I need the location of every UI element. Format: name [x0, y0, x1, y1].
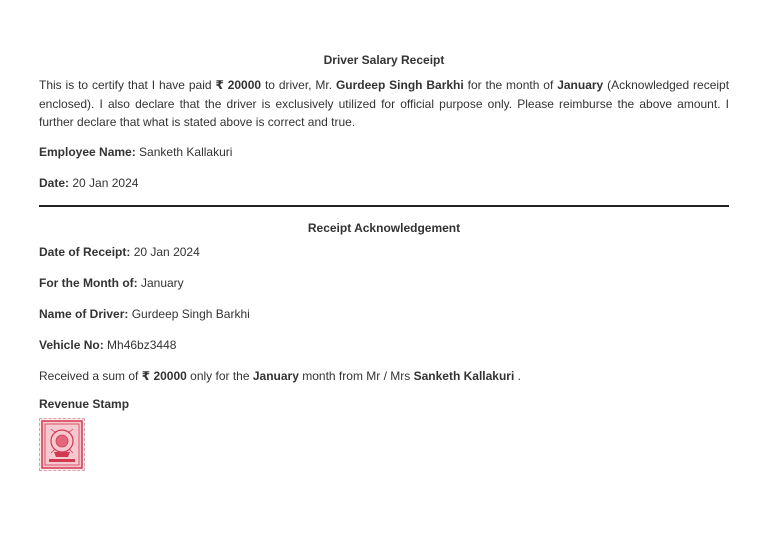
cert-text-3: for the month of: [467, 78, 554, 92]
vehicle-no-value: Mh46bz3448: [107, 338, 177, 352]
received-month: January: [252, 369, 299, 383]
month-label: For the Month of:: [39, 276, 138, 290]
receipt-title: Driver Salary Receipt: [323, 53, 445, 67]
currency-symbol: ₹: [215, 78, 224, 92]
paid-amount: 20000: [227, 78, 262, 92]
revenue-stamp-icon: [39, 418, 85, 471]
receipt-date-field: [39, 244, 200, 260]
month-value: January: [140, 276, 184, 290]
month-field: [39, 275, 184, 291]
received-sentence: [39, 368, 521, 384]
received-text-3: month from Mr / Mrs: [302, 369, 411, 383]
vehicle-no-label: Vehicle No:: [39, 338, 104, 352]
section-divider: [39, 205, 729, 207]
receipt-date-value: 20 Jan 2024: [133, 245, 200, 259]
salary-month: January: [557, 78, 604, 92]
received-text-1: Received a sum of: [39, 369, 139, 383]
ack-title: Receipt Acknowledgement: [307, 221, 461, 235]
received-currency: ₹: [141, 369, 151, 383]
received-text-2: only for the: [190, 369, 250, 383]
employee-name-value: Sanketh Kallakuri: [139, 145, 233, 159]
employee-name-label: Employee Name:: [39, 145, 136, 159]
date-label: Date:: [39, 176, 70, 190]
cert-text-4: (Acknowledged receipt enclosed). I also declare that the driver is exclusively utilized for official purpose only. Please reimburse the above amount. I further declare that what is stated above is correct and true.: [39, 78, 730, 129]
date-field: [39, 175, 138, 191]
receipt-date-label: Date of Receipt:: [39, 245, 131, 259]
driver-name-value: Gurdeep Singh Barkhi: [131, 307, 250, 321]
driver-name: Gurdeep Singh Barkhi: [335, 78, 464, 92]
cert-text-2: to driver, Mr.: [264, 78, 333, 92]
vehicle-no-field: [39, 337, 176, 353]
received-end: .: [517, 369, 522, 383]
received-name: Sanketh Kallakuri: [413, 369, 515, 383]
date-value: 20 Jan 2024: [72, 176, 139, 190]
received-amount: 20000: [153, 369, 187, 383]
cert-text-1: This is to certify that I have paid: [39, 78, 212, 92]
driver-name-label: Name of Driver:: [39, 307, 129, 321]
certification-paragraph: [39, 76, 729, 132]
employee-name-field: [39, 144, 232, 160]
driver-name-field: [39, 306, 250, 322]
revenue-stamp-label: Revenue Stamp: [39, 397, 130, 411]
